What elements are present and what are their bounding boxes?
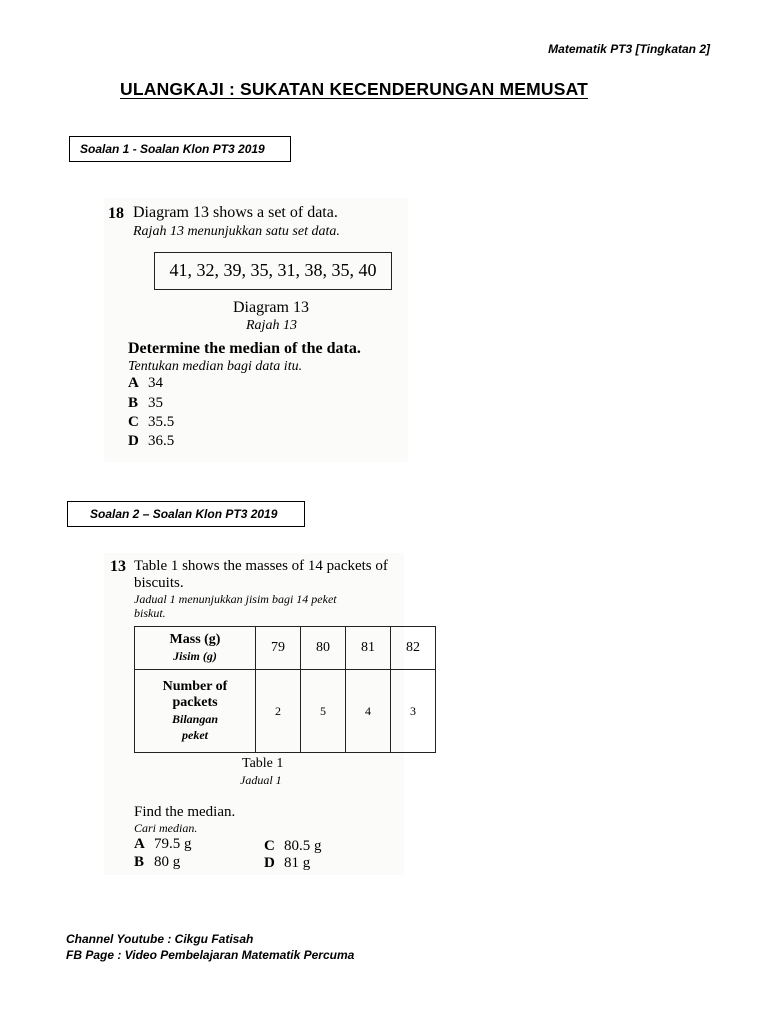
page-title: ULANGKAJI : SUKATAN KECENDERUNGAN MEMUSAT	[120, 79, 589, 99]
question2-number: 13	[110, 558, 126, 575]
header-subject: Matematik PT3 [Tingkatan 2]	[548, 42, 710, 56]
question2-stem-my-line2: biskut.	[134, 606, 166, 620]
question1-label: Soalan 1 - Soalan Klon PT3 2019	[69, 136, 291, 162]
table-row	[135, 670, 436, 753]
footer-fb-page: FB Page : Video Pembelajaran Matematik Percuma	[66, 948, 355, 962]
question2-stem-en-line1: Table 1 shows the masses of 14 packets of	[134, 558, 388, 574]
question1-stem-en: Diagram 13 shows a set of data.	[133, 204, 338, 221]
question2-stem-en-line2: biscuits.	[134, 575, 184, 591]
table-cell: 5	[301, 670, 346, 753]
question1-option-a: A 34	[128, 375, 163, 391]
question1-data-box: 41, 32, 39, 35, 31, 38, 35, 40	[154, 252, 392, 290]
question2-label: Soalan 2 – Soalan Klon PT3 2019	[67, 501, 305, 527]
question2-prompt-en: Find the median.	[134, 804, 236, 820]
table-cell: 82	[391, 627, 436, 670]
question2-caption-en: Table 1	[242, 756, 284, 771]
table-cell: 79	[256, 627, 301, 670]
question2-option-d: D 81 g	[264, 855, 311, 871]
question1-option-b: B 35	[128, 395, 163, 411]
question1-number: 18	[108, 205, 124, 222]
table-row	[135, 627, 436, 670]
question1-prompt-en: Determine the median of the data.	[128, 340, 361, 357]
footer-youtube: Channel Youtube : Cikgu Fatisah	[66, 932, 254, 946]
table-cell: 4	[346, 670, 391, 753]
table-cell: 80	[301, 627, 346, 670]
question1-option-c: C 35.5	[128, 414, 175, 430]
question1-option-d: D 36.5	[128, 433, 175, 449]
table-cell: 81	[346, 627, 391, 670]
table-header-mass: Mass (g) Jisim (g)	[135, 627, 256, 670]
question2-caption-my: Jadual 1	[240, 773, 282, 787]
question2-prompt-my: Cari median.	[134, 821, 198, 835]
question2-option-a: A 79.5 g	[134, 836, 192, 852]
mass-table	[134, 626, 436, 753]
question1-prompt-my: Tentukan median bagi data itu.	[128, 359, 303, 374]
question1-stem-my: Rajah 13 menunjukkan satu set data.	[133, 224, 340, 239]
question1-caption-en: Diagram 13	[233, 299, 309, 316]
question1-caption-my: Rajah 13	[246, 318, 297, 333]
table-cell: 2	[256, 670, 301, 753]
question2-stem-my-line1: Jadual 1 menunjukkan jisim bagi 14 peket	[134, 592, 337, 606]
table-cell: 3	[391, 670, 436, 753]
table-header-packets: Number of packets Bilangan peket	[135, 670, 256, 753]
question2-option-b: B 80 g	[134, 854, 181, 870]
question2-option-c: C 80.5 g	[264, 838, 322, 854]
